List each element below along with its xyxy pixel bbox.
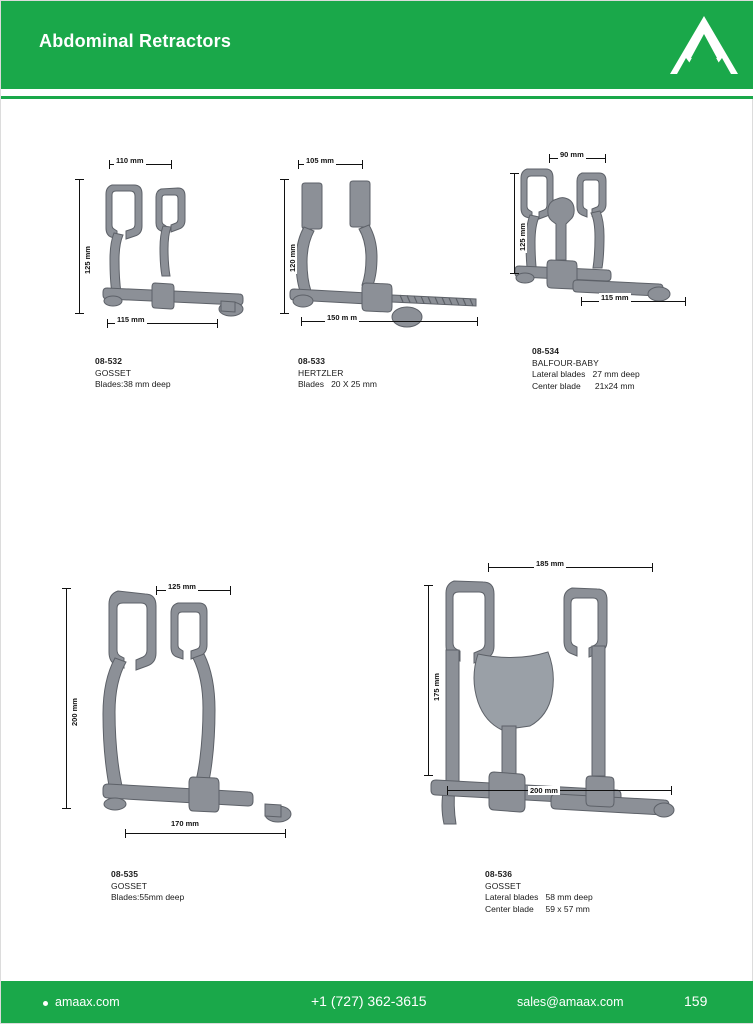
dimension-label: 90 mm [560, 150, 584, 159]
dimension-label: 200 mm [70, 698, 79, 726]
product-spec: Blades:55mm deep [111, 892, 185, 902]
header-accent-bar [1, 96, 753, 99]
footer-page-number: 159 [684, 993, 708, 1009]
bullet-icon [43, 1001, 48, 1006]
dimension-label: 110 mm [116, 156, 144, 165]
product-code: 08-535 [111, 869, 139, 879]
dimension-line-125mm [514, 173, 515, 273]
product-caption-08-534 [532, 346, 640, 392]
dimension-label: 105 mm [306, 156, 334, 165]
amaax-logo-icon [667, 14, 741, 76]
product-caption-08-536 [485, 869, 593, 915]
product-name: HERTZLER [298, 367, 344, 378]
dimension-label: 170 mm [171, 819, 199, 828]
product-caption-08-533 [298, 356, 377, 391]
dimension-label: 150 m m [327, 313, 358, 322]
dimension-label: 115 mm [601, 293, 629, 302]
product-code: 08-534 [532, 346, 560, 356]
product-code: 08-533 [298, 356, 326, 366]
product-caption-08-535 [111, 869, 184, 904]
product-code: 08-536 [485, 869, 513, 879]
product-spec: Lateral blades 27 mm deep [532, 369, 640, 379]
header-divider [1, 89, 753, 96]
footer-email[interactable]: sales@amaax.com [517, 995, 624, 1009]
page-footer [1, 981, 753, 1023]
product-figure-08-534 [499, 146, 699, 346]
footer-website[interactable]: amaax.com [55, 995, 120, 1009]
product-figure-08-535 [71, 566, 321, 856]
product-name: GOSSET [111, 880, 148, 891]
page-title: Abdominal Retractors [39, 31, 232, 51]
product-code: 08-532 [95, 356, 123, 366]
product-figure-08-536 [406, 566, 696, 856]
dimension-line-125mm [79, 179, 80, 313]
product-caption-08-532 [95, 356, 171, 391]
dimension-label: 200 mm [530, 786, 558, 795]
footer-phone[interactable]: +1 (727) 362-3615 [311, 993, 427, 1009]
product-name: BALFOUR-BABY [532, 357, 599, 368]
dimension-line-175mm [428, 585, 429, 775]
product-spec: Blades 20 X 25 mm [298, 379, 377, 389]
product-name: GOSSET [485, 880, 522, 891]
brand-logo [654, 1, 753, 89]
dimension-label: 120 mm [288, 244, 297, 272]
dimension-label: 125 mm [518, 223, 527, 251]
product-spec: Center blade 21x24 mm [532, 380, 635, 391]
dimension-line-115mm [581, 301, 685, 302]
product-name: GOSSET [95, 367, 132, 378]
page-header [1, 1, 753, 89]
product-spec: Blades:38 mm deep [95, 379, 171, 389]
dimension-label: 115 mm [117, 315, 145, 324]
dimension-line-200mm [66, 588, 67, 808]
product-spec: Center blade 59 x 57 mm [485, 903, 590, 914]
product-figure-08-532 [71, 151, 271, 351]
dimension-label: 125 mm [168, 582, 196, 591]
dimension-label: 185 mm [536, 559, 564, 568]
dimension-label: 175 mm [432, 673, 441, 701]
dimension-line-185mm [488, 567, 652, 568]
dimension-line-170mm [125, 833, 285, 834]
dimension-line-120mm [284, 179, 285, 313]
dimension-label: 125 mm [83, 246, 92, 274]
product-spec: Lateral blades 58 mm deep [485, 892, 593, 902]
